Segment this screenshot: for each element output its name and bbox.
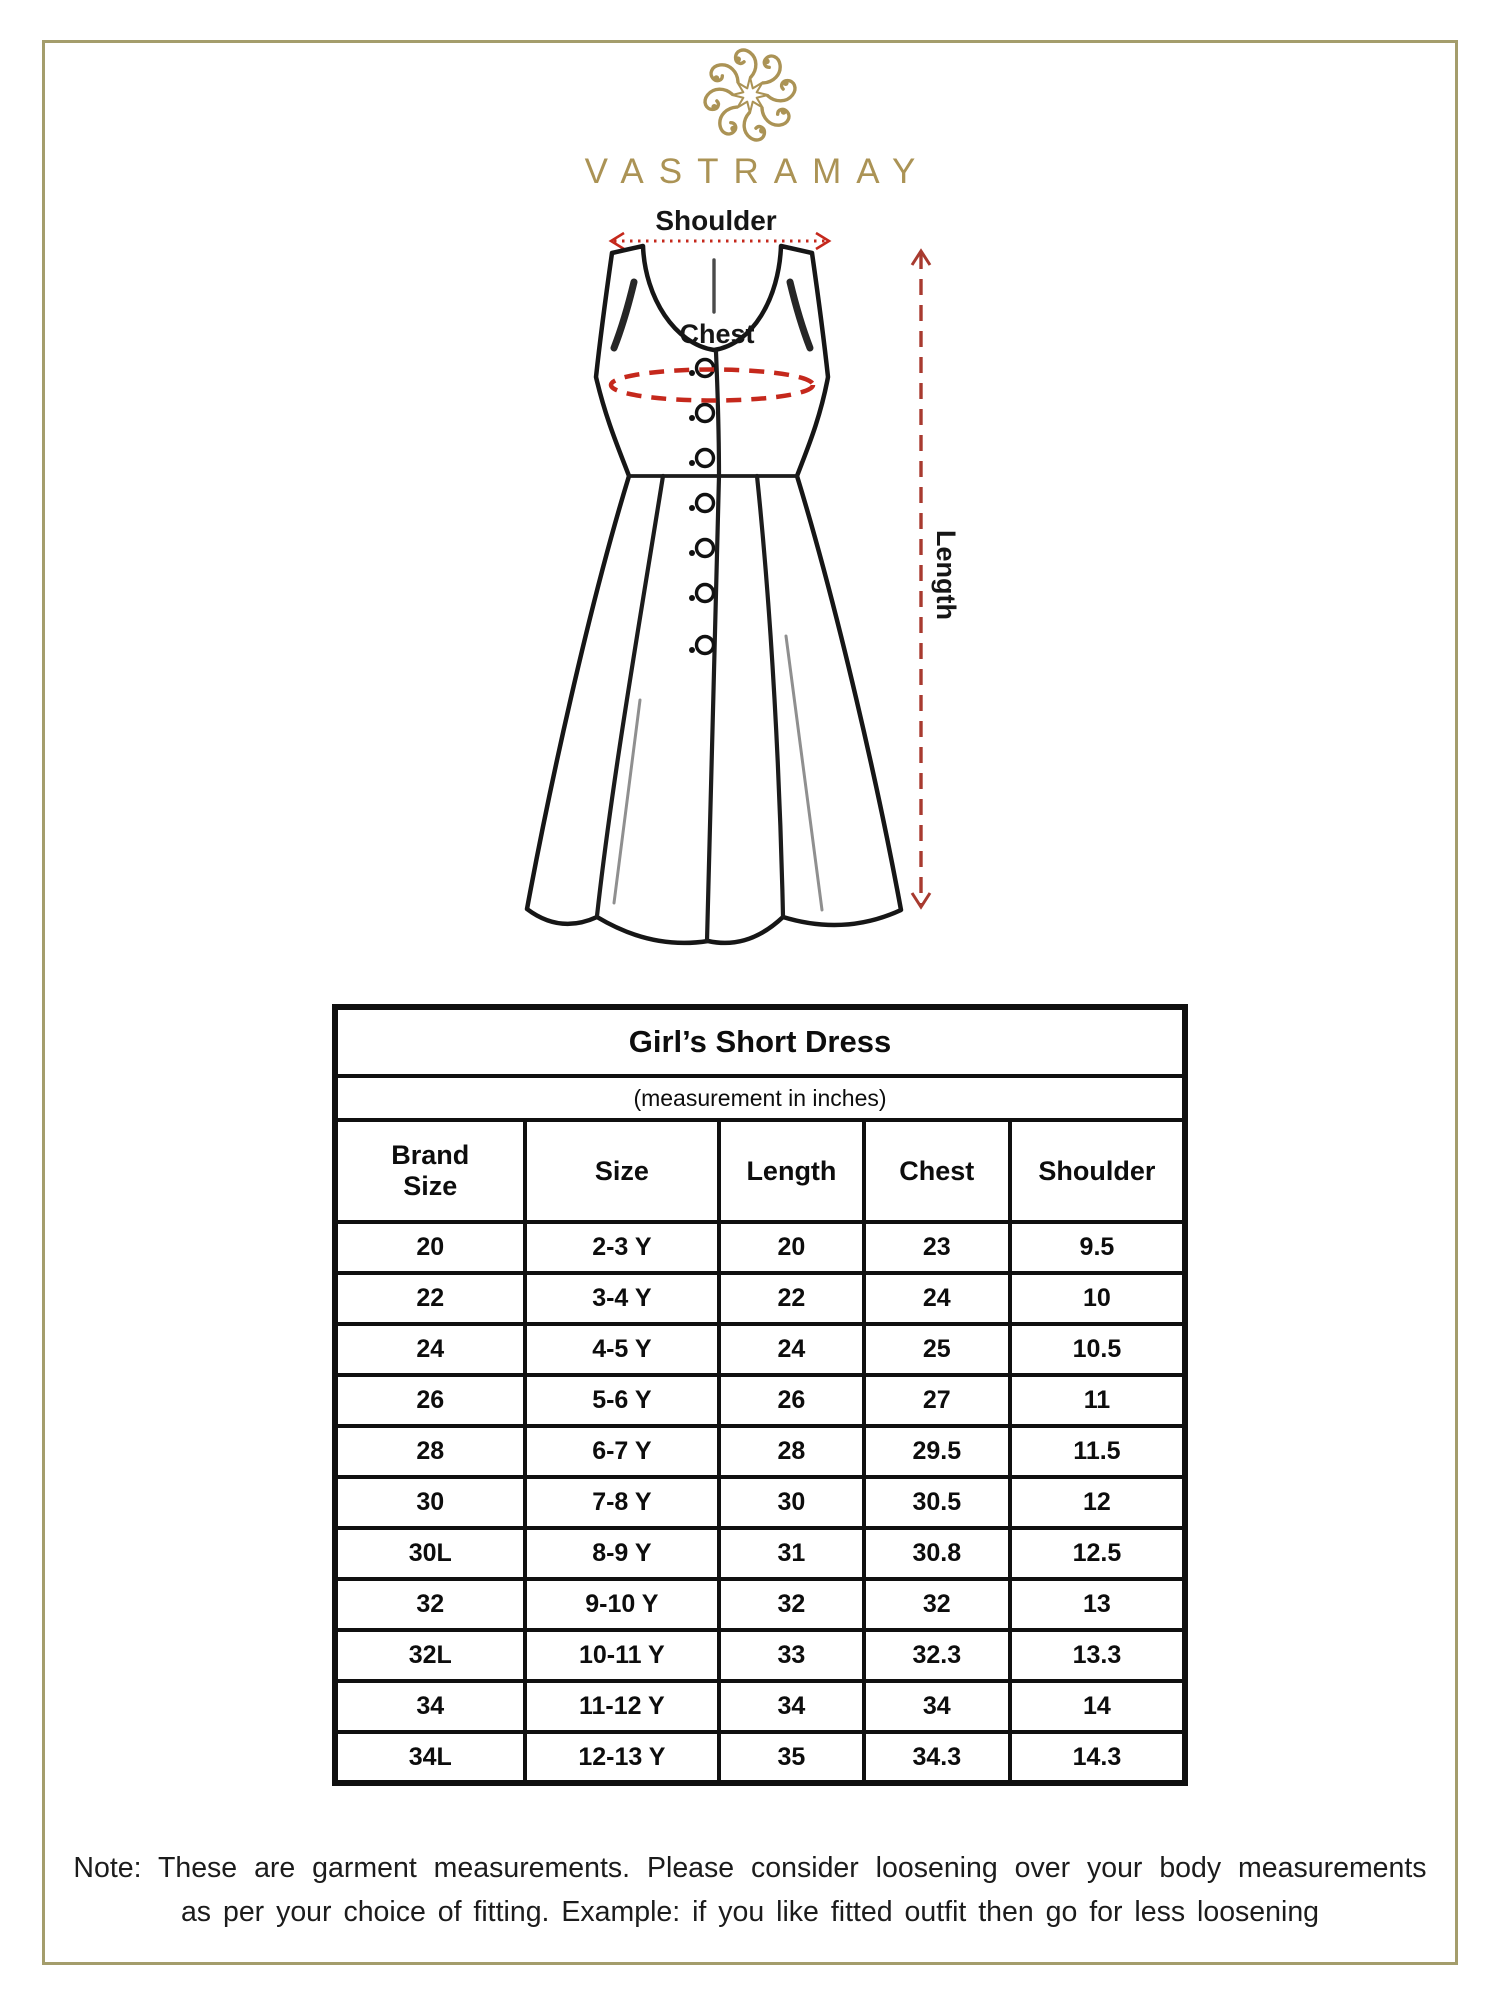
size-table-body — [335, 1222, 1185, 1783]
table-cell: 33 — [719, 1630, 864, 1681]
table-cell: 12 — [1010, 1477, 1185, 1528]
table-cell: 11.5 — [1010, 1426, 1185, 1477]
table-cell: 24 — [864, 1273, 1010, 1324]
table-cell: 22 — [719, 1273, 864, 1324]
length-label: Length — [931, 530, 961, 620]
table-cell: 13 — [1010, 1579, 1185, 1630]
table-row — [335, 1273, 1185, 1324]
table-cell: 28 — [719, 1426, 864, 1477]
table-cell: 32 — [335, 1579, 525, 1630]
brand-name: VASTRAMAY — [584, 152, 931, 191]
table-cell: 6-7 Y — [525, 1426, 720, 1477]
note-line-1: Note: These are garment measurements. Please consider loosening over your body measurements — [73, 1852, 1427, 1884]
table-cell: 34 — [864, 1681, 1010, 1732]
column-header-size: Size — [525, 1120, 720, 1222]
table-cell: 30 — [719, 1477, 864, 1528]
table-row — [335, 1732, 1185, 1783]
note-line-2: as per your choice of fitting. Example: if you like fitted outfit then go for less loosening — [180, 1896, 1320, 1928]
table-cell: 27 — [864, 1375, 1010, 1426]
table-cell: 20 — [335, 1222, 525, 1273]
table-cell: 26 — [335, 1375, 525, 1426]
table-cell: 5-6 Y — [525, 1375, 720, 1426]
table-cell: 25 — [864, 1324, 1010, 1375]
table-cell: 13.3 — [1010, 1630, 1185, 1681]
table-cell: 34.3 — [864, 1732, 1010, 1783]
table-cell: 10-11 Y — [525, 1630, 720, 1681]
shoulder-label: Shoulder — [655, 205, 777, 236]
table-cell: 30L — [335, 1528, 525, 1579]
table-row — [335, 1477, 1185, 1528]
table-cell: 34L — [335, 1732, 525, 1783]
table-row — [335, 1528, 1185, 1579]
column-header-brand-size: Brand Size — [335, 1120, 525, 1222]
table-cell: 34 — [335, 1681, 525, 1732]
column-header-length: Length — [719, 1120, 864, 1222]
table-row — [335, 1324, 1185, 1375]
table-subtitle: (measurement in inches) — [335, 1076, 1185, 1120]
column-header-chest: Chest — [864, 1120, 1010, 1222]
table-cell: 32L — [335, 1630, 525, 1681]
table-cell: 28 — [335, 1426, 525, 1477]
table-cell: 11 — [1010, 1375, 1185, 1426]
table-cell: 7-8 Y — [525, 1477, 720, 1528]
table-cell: 30 — [335, 1477, 525, 1528]
table-cell: 32 — [864, 1579, 1010, 1630]
table-cell: 10.5 — [1010, 1324, 1185, 1375]
brand-logo-star-icon — [699, 44, 801, 146]
table-cell: 14.3 — [1010, 1732, 1185, 1783]
table-row — [335, 1579, 1185, 1630]
table-title: Girl’s Short Dress — [335, 1007, 1185, 1076]
table-cell: 31 — [719, 1528, 864, 1579]
table-cell: 30.8 — [864, 1528, 1010, 1579]
table-cell: 9.5 — [1010, 1222, 1185, 1273]
column-header-shoulder: Shoulder — [1010, 1120, 1185, 1222]
table-row — [335, 1681, 1185, 1732]
chest-label: Chest — [679, 319, 755, 349]
table-cell: 20 — [719, 1222, 864, 1273]
table-cell: 12-13 Y — [525, 1732, 720, 1783]
table-cell: 24 — [335, 1324, 525, 1375]
table-cell: 23 — [864, 1222, 1010, 1273]
table-cell: 35 — [719, 1732, 864, 1783]
table-cell: 10 — [1010, 1273, 1185, 1324]
table-cell: 26 — [719, 1375, 864, 1426]
table-cell: 14 — [1010, 1681, 1185, 1732]
table-cell: 29.5 — [864, 1426, 1010, 1477]
brand-logo — [0, 44, 1500, 192]
table-cell: 11-12 Y — [525, 1681, 720, 1732]
table-cell: 32 — [719, 1579, 864, 1630]
table-cell: 9-10 Y — [525, 1579, 720, 1630]
table-cell: 4-5 Y — [525, 1324, 720, 1375]
table-row — [335, 1426, 1185, 1477]
table-row — [335, 1630, 1185, 1681]
table-cell: 2-3 Y — [525, 1222, 720, 1273]
measurement-note — [56, 1846, 1444, 1934]
table-row — [335, 1375, 1185, 1426]
table-cell: 34 — [719, 1681, 864, 1732]
table-cell: 12.5 — [1010, 1528, 1185, 1579]
dress-measurement-diagram — [380, 200, 980, 970]
length-arrowhead-bottom — [912, 893, 930, 907]
table-cell: 22 — [335, 1273, 525, 1324]
table-row — [335, 1222, 1185, 1273]
table-cell: 32.3 — [864, 1630, 1010, 1681]
size-table — [332, 1004, 1188, 1786]
table-cell: 3-4 Y — [525, 1273, 720, 1324]
table-cell: 8-9 Y — [525, 1528, 720, 1579]
table-cell: 24 — [719, 1324, 864, 1375]
table-cell: 30.5 — [864, 1477, 1010, 1528]
size-table-section — [332, 1004, 1188, 1786]
